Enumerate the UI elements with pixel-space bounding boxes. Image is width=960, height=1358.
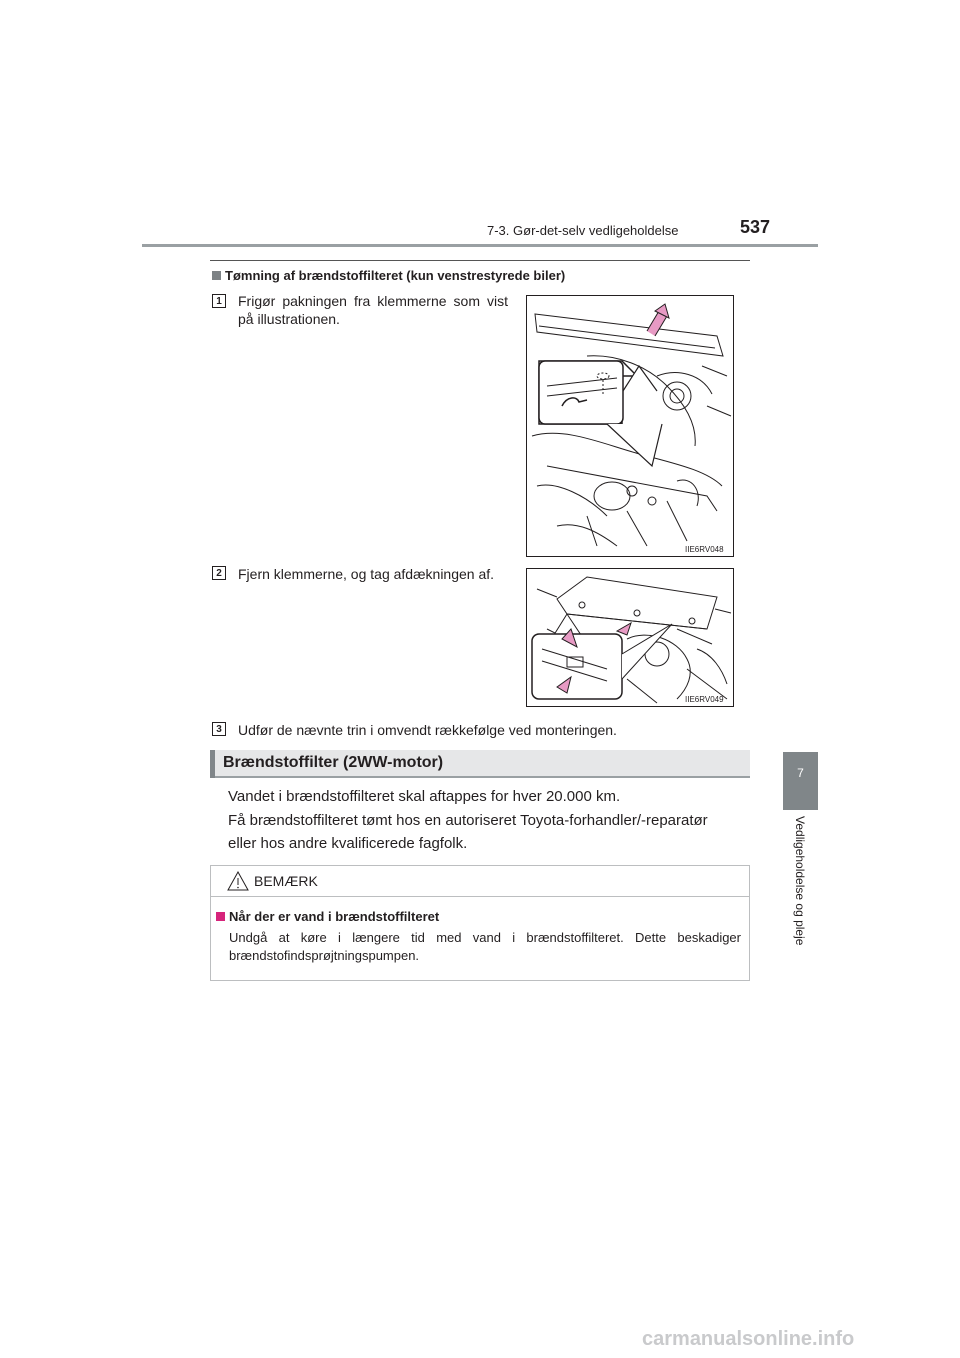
notice-box <box>210 865 750 981</box>
notice-subheading <box>216 909 439 924</box>
engine-bay-drawing-1 <box>527 296 733 556</box>
running-header-section: 7-3. Gør-det-selv vedligeholdelse <box>487 223 679 238</box>
section-title: Brændstoffilter (2WW-motor) <box>223 754 444 771</box>
page-number: 537 <box>740 217 771 237</box>
notice-subtitle: Når der er vand i brændstoffilteret <box>229 909 440 924</box>
chapter-title: Vedligeholdelse og pleje <box>793 816 807 946</box>
section-paragraph-2: Få brændstoffilteret tømt hos en autoriseret Toyota-forhandler/-reparatør <box>228 812 708 829</box>
step-number-2: 2 <box>212 566 226 580</box>
illustration-code-1: IIE6RV048 <box>685 545 724 554</box>
illustration-step-2 <box>526 568 734 707</box>
step-text-2: Fjern klemmerne, og tag afdækningen af. <box>238 566 495 582</box>
chapter-side-label <box>783 816 818 986</box>
subsection-title: Tømning af brændstoffilteret (kun venstrestyrede biler) <box>225 268 566 283</box>
chapter-tab <box>783 752 818 810</box>
header-rule <box>142 244 818 247</box>
illustration-code-2: IIE6RV049 <box>685 695 724 704</box>
engine-bay-drawing-2 <box>527 569 733 706</box>
section-title-bar <box>210 750 750 778</box>
pink-bullet-square-icon <box>216 912 225 921</box>
subsection-rule <box>210 260 750 261</box>
warning-triangle-icon <box>227 871 249 891</box>
bullet-square-icon <box>212 271 221 280</box>
section-paragraph-3: eller hos andre kvalificerede fagfolk. <box>228 835 468 852</box>
illustration-step-1 <box>526 295 734 557</box>
step-text-1: Frigør pakningen fra klemmerne som vist på illustrationen. <box>238 293 508 327</box>
subsection-heading <box>212 268 565 283</box>
watermark: carmanualsonline.info <box>642 1328 855 1350</box>
notice-header <box>211 866 749 897</box>
step-number-3: 3 <box>212 722 226 736</box>
notice-label: BEMÆRK <box>254 873 318 889</box>
section-paragraph-1: Vandet i brændstoffilteret skal aftappes for hver 20.000 km. <box>228 788 621 805</box>
chapter-number: 7 <box>797 766 804 780</box>
notice-body-text: Undgå at køre i længere tid med vand i brændstoffilteret. Dette beskadiger brændstofindsprøjtningspumpen. <box>229 930 741 963</box>
step-text-3: Udfør de nævnte trin i omvendt rækkefølge ved monteringen. <box>238 722 617 738</box>
section-bar-edge <box>210 750 215 778</box>
step-number-1: 1 <box>212 294 226 308</box>
